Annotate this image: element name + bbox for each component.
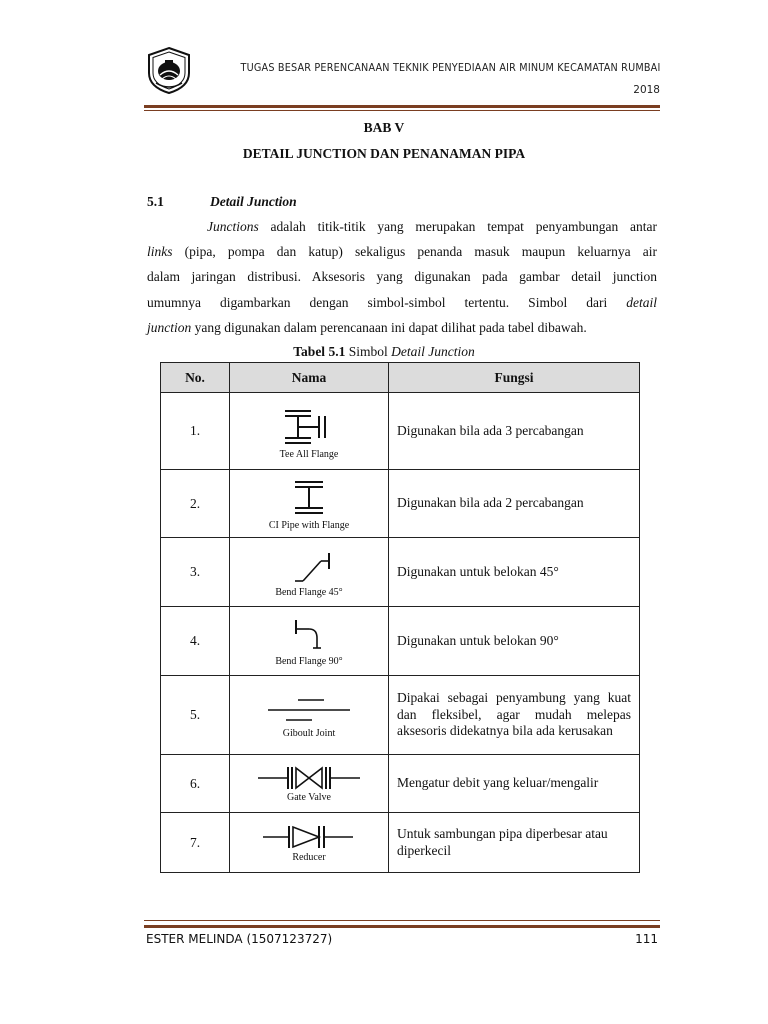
italic-term: detail (626, 294, 657, 310)
paragraph-line (147, 315, 657, 340)
row-number: 5. (161, 676, 230, 755)
footer-author: ESTER MELINDA (1507123727) (146, 932, 333, 946)
row-number: 6. (161, 755, 230, 813)
footer-rule-thin (144, 920, 660, 921)
italic-term: Junctions (207, 219, 259, 234)
gate-valve-icon (254, 764, 364, 792)
symbol-label: Gate Valve (287, 792, 331, 803)
row-number: 1. (161, 393, 230, 470)
table-row (161, 538, 640, 607)
table-header-row (161, 363, 640, 393)
caption-italic: Detail Junction (391, 344, 475, 359)
symbol-label: Bend Flange 45° (275, 586, 343, 598)
table-row (161, 470, 640, 538)
table-row (161, 393, 640, 470)
text-run: (pipa, pompa dan katup) sekaligus penanda masuk maupun keluarnya air (172, 244, 657, 260)
function-cell: Digunakan bila ada 2 percabangan (389, 470, 640, 538)
caption-text: Simbol (345, 344, 392, 359)
ci-pipe-flange-icon (269, 476, 349, 520)
table-caption (0, 344, 768, 360)
symbol-cell (230, 676, 389, 755)
paragraph-line: dalam jaringan distribusi. Aksesoris yang digunakan pada gambar detail junction (147, 269, 657, 285)
row-number: 7. (161, 813, 230, 873)
header-rule (144, 105, 660, 108)
text-run: yang digunakan dalam perencanaan ini dapat dilihat pada tabel dibawah. (191, 319, 587, 335)
table-row (161, 607, 640, 676)
header-title: TUGAS BESAR PERENCANAAN TEKNIK PENYEDIAAN AIR MINUM KECAMATAN RUMBAI (240, 62, 660, 74)
header-function: Fungsi (389, 363, 640, 393)
function-cell: Dipakai sebagai penyambung yang kuat dan fleksibel, agar mudah melepas aksesoris didekatnya bila ada kerusakan (389, 676, 640, 755)
caption-number: Tabel 5.1 (293, 344, 346, 359)
function-cell: Untuk sambungan pipa diperbesar atau diperkecil (389, 813, 640, 873)
body-paragraph (147, 214, 657, 340)
paragraph-line (147, 214, 657, 239)
table-row (161, 813, 640, 873)
text-run: adalah titik-titik yang merupakan tempat penyambungan antar (258, 219, 657, 234)
header-name: Nama (230, 363, 389, 393)
italic-term: junction (147, 319, 192, 335)
header-rule-thin (144, 110, 660, 111)
row-number: 3. (161, 538, 230, 607)
row-number: 2. (161, 470, 230, 538)
chapter-title: DETAIL JUNCTION DAN PENANAMAN PIPA (242, 146, 526, 161)
table-row (161, 755, 640, 813)
symbol-label: CI Pipe with Flange (268, 520, 350, 531)
section-number: 5.1 (147, 194, 164, 209)
footer-rule (144, 925, 660, 928)
tee-all-flange-icon (269, 403, 349, 449)
symbol-label: Reducer (292, 852, 326, 863)
giboult-joint-icon (264, 692, 354, 728)
function-cell: Mengatur debit yang keluar/mengalir (389, 755, 640, 813)
symbol-label: Giboult Joint (282, 727, 336, 739)
section-heading (147, 194, 297, 210)
page-number: 111 (635, 932, 658, 946)
symbol-label: Bend Flange 90° (275, 655, 343, 667)
university-seal-logo (144, 45, 194, 95)
bend-45-icon (269, 547, 349, 587)
bend-90-icon (269, 616, 349, 656)
symbol-cell (230, 470, 389, 538)
symbol-cell (230, 607, 389, 676)
row-number: 4. (161, 607, 230, 676)
symbol-table (160, 362, 640, 873)
table-row (161, 676, 640, 755)
section-title: Detail Junction (210, 194, 297, 209)
symbol-cell (230, 755, 389, 813)
header-year: 2018 (633, 84, 660, 96)
symbol-cell (230, 813, 389, 873)
chapter-label: BAB V (363, 120, 405, 135)
function-cell: Digunakan untuk belokan 90° (389, 607, 640, 676)
paragraph-line (147, 290, 657, 315)
symbol-label: Tee All Flange (279, 448, 339, 460)
function-cell: Digunakan bila ada 3 percabangan (389, 393, 640, 470)
symbol-cell (230, 393, 389, 470)
function-cell: Digunakan untuk belokan 45° (389, 538, 640, 607)
header-no: No. (161, 363, 230, 393)
italic-term: links (147, 244, 173, 260)
symbol-cell (230, 538, 389, 607)
paragraph-line (147, 239, 657, 264)
text-run: umumnya digambarkan dengan simbol-simbol tertentu. Simbol dari (147, 294, 627, 310)
reducer-icon (259, 822, 359, 852)
